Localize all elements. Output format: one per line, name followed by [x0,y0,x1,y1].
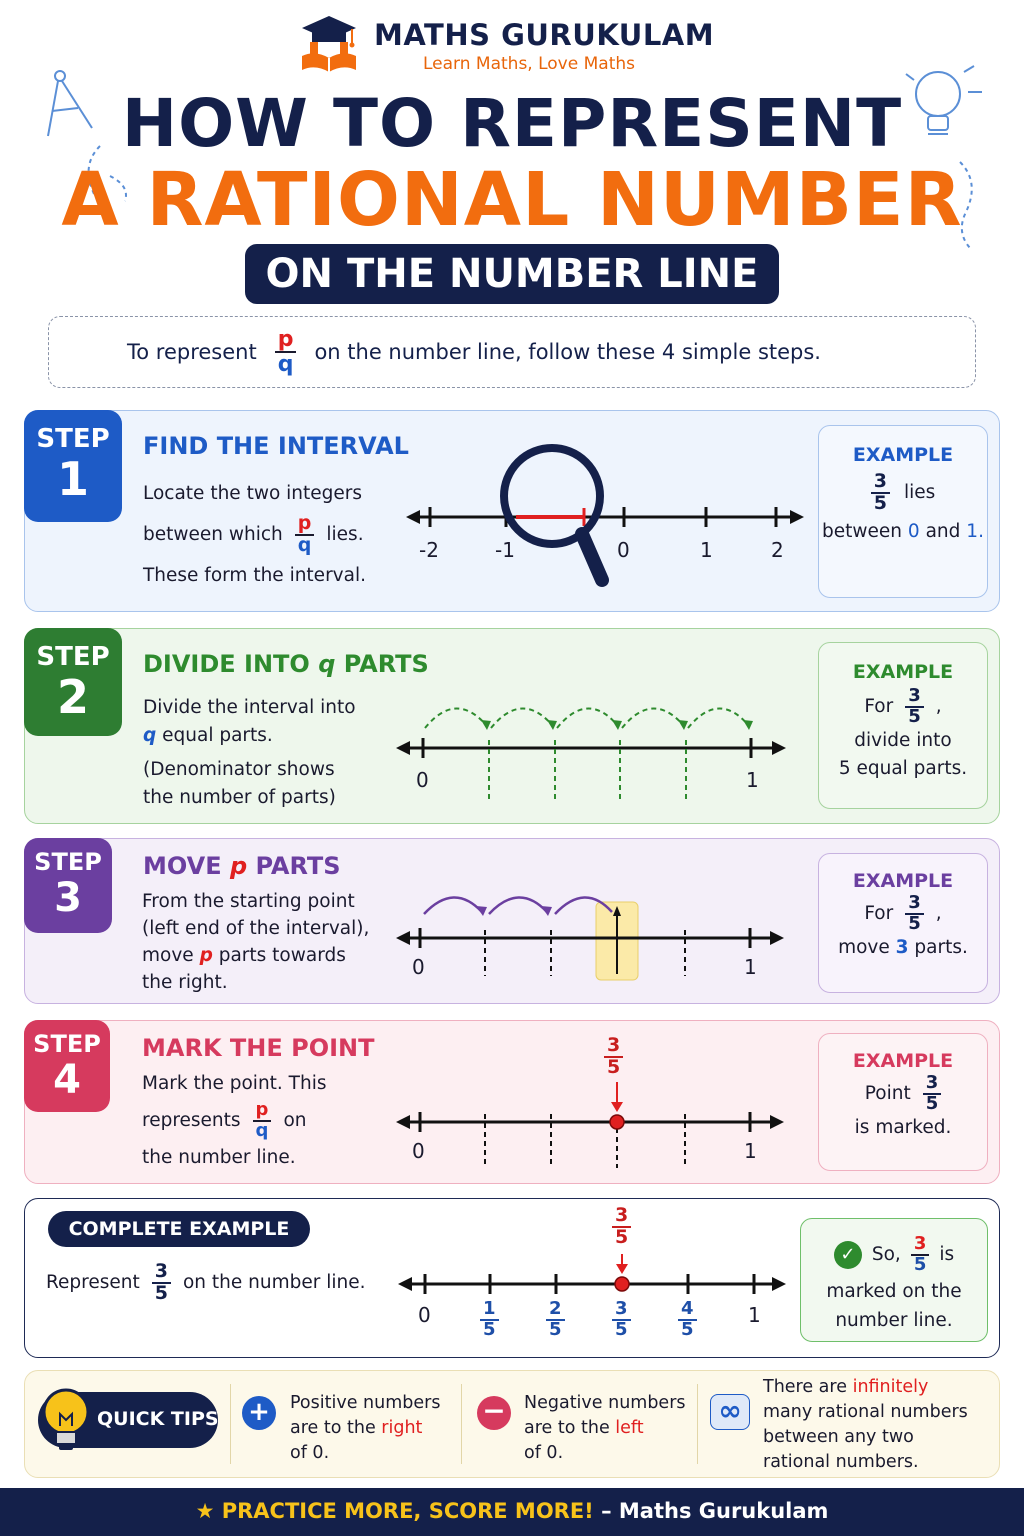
complete-marker-num: 3 [615,1204,629,1226]
step-3-title-b: PARTS [255,852,341,880]
step-3-text-p: p [199,945,213,966]
logo-icon [298,14,360,74]
tip-3-line3: between any two [763,1427,914,1447]
step-4-example [818,1033,988,1171]
step-2-example [818,642,988,809]
step-2-example-den: 5 [905,706,924,727]
step-2-text-line4: the number of parts) [143,787,336,808]
step-3-example-parts: parts. [914,936,968,958]
step-2-text-line2: equal parts. [162,725,273,746]
step-3-text-line2: (left end of the interval), [142,918,370,939]
step-3-example-comma: , [935,902,942,924]
complete-tick-fraction [612,1300,631,1340]
step-2-example-label: EXAMPLE [852,661,954,683]
complete-result-b: is [939,1244,955,1266]
title-line-2: A RATIONAL NUMBER [61,157,963,243]
divider [461,1384,462,1464]
step-1-text-line3: These form the interval. [143,565,366,586]
step-1-tick-label: -2 [419,538,439,562]
tip-2-highlight: left [615,1418,644,1438]
step-2-example-line3: 5 equal parts. [838,757,968,779]
step-3-tick-label: 1 [744,955,757,979]
step-2-example-for: For [864,695,894,717]
step-1-frac-den: q [295,534,315,556]
step-2-title-b: PARTS [343,650,429,678]
tip-2-line2: are to the [524,1418,610,1438]
step-1-text-line1: Locate the two integers [143,483,363,504]
step-1-tick-label: -1 [495,538,515,562]
step-2-label: STEP [36,642,110,672]
tip-1-line2: are to the [290,1418,376,1438]
divider [697,1384,698,1464]
tip-3-line1: There are [763,1377,847,1397]
step-2-text-line3: (Denominator shows [143,759,335,780]
step-3-text-line1: From the starting point [142,891,355,912]
step-3-label: STEP [34,848,102,876]
tip-infinite [763,1375,968,1475]
step-4-example-label: EXAMPLE [852,1050,954,1072]
title-line-3: ON THE NUMBER LINE [245,244,779,304]
step-2-example-line2: divide into [854,729,952,751]
step-3-number: 3 [54,875,82,921]
step-1-example-and: and [925,520,961,542]
lightbulb-icon [38,1386,94,1456]
step-2-title [143,650,429,678]
complete-result-box [800,1218,988,1342]
complete-tick-label: 0 [418,1303,431,1327]
step-1-tick-label: 2 [771,538,784,562]
step-1-example [818,425,988,598]
complete-result-fraction [911,1235,930,1275]
check-icon: ✓ [834,1241,862,1269]
complete-example-text [46,1262,366,1304]
step-3-example-den: 5 [905,913,924,934]
step-1-title: FIND THE INTERVAL [143,432,409,460]
step-1-example-lies: lies [903,481,936,503]
step-1-example-den: 5 [871,492,890,514]
step-2-title-a: DIVIDE INTO [143,650,310,678]
step-3-text [142,888,369,996]
minus-circle-icon: − [477,1396,511,1430]
tip-1-highlight: right [381,1418,423,1438]
step-4-frac-den: q [253,1120,272,1141]
complete-tick-num: 4 [681,1298,694,1319]
intro-den: q [275,351,297,376]
complete-tick-num: 2 [549,1298,562,1319]
complete-marker-den: 5 [612,1226,631,1248]
footer-brand: Maths Gurukulam [618,1499,829,1523]
step-2-tick-label: 0 [416,768,429,792]
complete-num: 3 [154,1260,168,1282]
step-4-example-line2: is marked. [854,1116,952,1138]
step-2-title-q: q [318,650,336,678]
tip-1-line1: Positive numbers [290,1393,441,1413]
complete-fraction [152,1262,171,1304]
title-line-1: HOW TO REPRESENT [121,85,903,162]
complete-text-a: Represent [46,1271,140,1293]
complete-tick-fraction [480,1300,499,1340]
step-3-example-for: For [864,902,894,924]
step-1-number: 1 [56,452,89,506]
step-1-text-lies: lies. [326,524,364,545]
step-3-number-line [392,880,792,990]
tip-3-line4: rational numbers. [763,1452,919,1472]
step-4-label: STEP [33,1030,101,1058]
intro-after: on the number line, follow these 4 simple steps. [314,340,821,364]
step-1-example-low: 0 [907,520,920,542]
tip-3-line2: many rational numbers [763,1402,968,1422]
complete-result-num: 3 [913,1233,927,1254]
footer [0,1488,1024,1536]
step-1-example-high: 1. [966,520,984,542]
complete-tick-fraction [678,1300,697,1340]
step-2-text [143,694,356,812]
step-4-text-line3: the number line. [142,1147,296,1168]
step-3-example [818,853,988,993]
step-2-number-line [392,690,792,810]
step-4-marker-fraction [604,1036,623,1078]
intro-box [48,316,976,388]
complete-text-b: on the number line. [182,1271,366,1293]
step-4-marker-den: 5 [604,1056,623,1078]
step-4-badge [24,1020,110,1112]
footer-slogan: PRACTICE MORE, SCORE MORE! [221,1499,594,1523]
star-icon: ★ [195,1499,215,1523]
brand-tagline: Learn Maths, Love Maths [423,54,635,74]
step-2-example-comma: , [935,695,942,717]
complete-result-den: 5 [911,1254,930,1275]
step-4-text-line1: Mark the point. This [142,1073,327,1094]
step-4-title: MARK THE POINT [142,1034,375,1062]
plus-circle-icon: + [242,1396,276,1430]
step-4-tick-label: 1 [744,1139,757,1163]
step-2-text-line1: Divide the interval into [143,697,356,718]
tip-1-line3: of 0. [290,1443,330,1463]
complete-tick-den: 5 [678,1319,697,1340]
intro-num: p [277,326,294,352]
step-3-example-count: 3 [895,936,909,958]
infinity-icon: ∞ [710,1394,750,1430]
tip-2-line3: of 0. [524,1443,564,1463]
step-3-example-label: EXAMPLE [852,870,954,892]
step-4-text-represents: represents [142,1110,241,1131]
tip-3-highlight: infinitely [852,1377,929,1397]
step-3-title [143,852,341,880]
step-3-title-p: p [229,852,248,880]
step-4-example-den: 5 [923,1093,942,1114]
divider [230,1384,231,1464]
step-1-example-between: between [822,520,903,542]
step-4-number: 4 [53,1057,81,1103]
complete-tick-label: 1 [748,1303,761,1327]
step-1-example-fraction [871,472,890,514]
step-4-fraction [253,1101,272,1141]
footer-dash: – [601,1499,612,1523]
step-3-text-move: move [142,945,194,966]
complete-example-label: COMPLETE EXAMPLE [48,1211,310,1247]
step-4-text [142,1070,327,1172]
complete-den: 5 [152,1282,171,1304]
step-3-text-line3: parts towards [218,945,346,966]
step-4-example-fraction [923,1074,942,1114]
step-2-number: 2 [56,670,89,724]
step-4-example-num: 3 [925,1072,939,1093]
step-3-badge [24,838,112,933]
step-2-badge [24,628,122,736]
intro-fraction [275,328,297,376]
step-4-example-point: Point [864,1082,911,1104]
intro-before: To represent [127,340,257,364]
step-3-example-move: move [838,936,890,958]
step-1-text-line2: between which [143,524,283,545]
step-4-frac-num: p [255,1099,269,1121]
step-4-marker-num: 3 [607,1034,621,1056]
step-1-number-line [400,430,810,600]
complete-result-c: marked on the [826,1280,962,1302]
tip-negative [524,1391,686,1466]
step-1-example-label: EXAMPLE [852,444,954,466]
tip-positive [290,1391,440,1466]
step-1-text [143,480,366,590]
complete-marker-fraction [612,1206,631,1248]
step-3-text-line4: the right. [142,972,228,993]
tip-2-line1: Negative numbers [524,1393,686,1413]
step-1-tick-label: 1 [700,538,713,562]
step-4-tick-label: 0 [412,1139,425,1163]
step-3-example-num: 3 [908,892,921,913]
step-2-tick-label: 1 [746,768,759,792]
step-2-example-num: 3 [908,685,921,706]
complete-tick-fraction [546,1300,565,1340]
complete-tick-num: 3 [615,1298,628,1319]
step-1-example-num: 3 [873,470,887,492]
complete-result-d: number line. [835,1309,953,1331]
complete-tick-den: 5 [612,1319,631,1340]
complete-tick-den: 5 [480,1319,499,1340]
brand-name: MATHS GURUKULAM [374,18,715,52]
complete-tick-num: 1 [483,1298,496,1319]
step-1-tick-label: 0 [617,538,630,562]
step-4-text-on: on [283,1110,307,1131]
step-2-example-fraction [905,687,924,727]
step-3-title-a: MOVE [143,852,222,880]
step-1-badge [24,410,122,522]
step-1-label: STEP [36,424,110,454]
complete-tick-den: 5 [546,1319,565,1340]
step-4-number-line [392,1082,792,1172]
quick-tips-label: QUICK TIPS [97,1408,219,1430]
complete-number-line [394,1254,794,1304]
step-3-tick-label: 0 [412,955,425,979]
complete-result-a: So, [871,1244,901,1266]
step-3-example-fraction [905,894,924,934]
step-2-text-q: q [143,725,157,746]
step-1-fraction [295,514,315,556]
step-1-frac-num: p [297,512,312,535]
